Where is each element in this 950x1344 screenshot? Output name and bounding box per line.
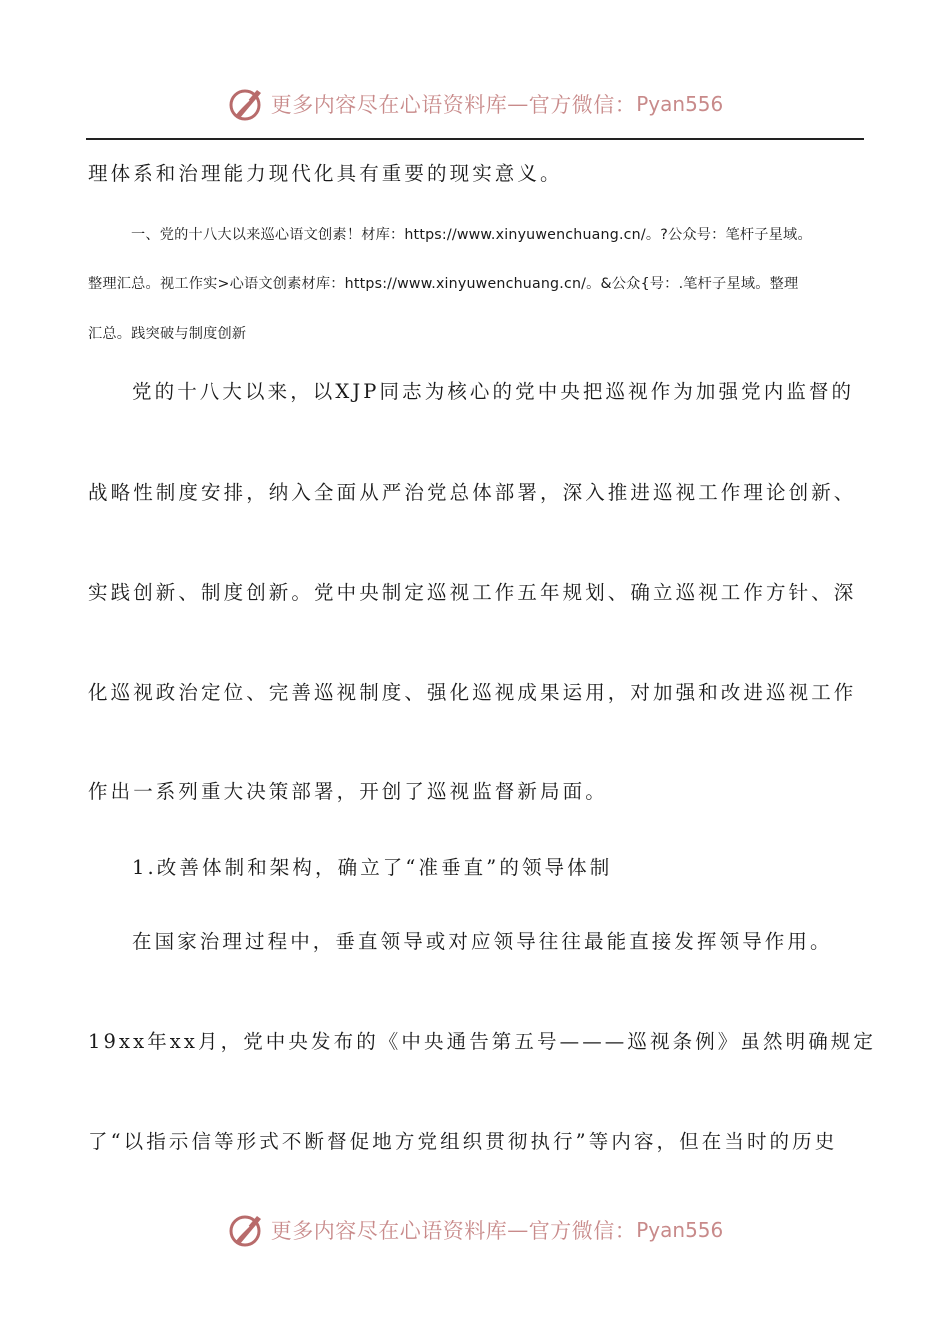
body-line: 作出一系列重大决策部署，开创了巡视监督新局面。: [88, 780, 608, 803]
subheading: 1.改善体制和架构，确立了“准垂直”的领导体制: [132, 856, 613, 879]
body-line: 在国家治理过程中，垂直领导或对应领导往往最能直接发挥领导作用。: [132, 930, 833, 953]
quill-logo-icon: [227, 84, 267, 124]
section-heading-line: 汇总。践突破与制度创新: [88, 326, 247, 342]
banner-wechat-label: 官方微信：: [528, 93, 637, 117]
banner-dash: —: [507, 92, 529, 116]
header-divider: [86, 138, 864, 140]
body-line: 战略性制度安排，纳入全面从严治党总体部署，深入推进巡视工作理论创新、: [88, 481, 857, 504]
body-line: 党的十八大以来，以XJP同志为核心的党中央把巡视作为加强党内监督的: [132, 380, 855, 403]
header-banner: [0, 82, 950, 126]
banner-main-text: 更多内容尽在心语资料库: [270, 93, 508, 117]
body-line: 化巡视政治定位、完善巡视制度、强化巡视成果运用，对加强和改进巡视工作: [88, 681, 857, 704]
body-line: 理体系和治理能力现代化具有重要的现实意义。: [88, 162, 563, 185]
body-line: 实践创新、制度创新。党中央制定巡视工作五年规划、确立巡视工作方针、深: [88, 581, 857, 604]
section-heading-line: 一、党的十八大以来巡心语文创素！材库：https://www.xinyuwenchuang.cn/。?公众号：笔杆子星域。: [131, 227, 812, 243]
body-line: 19xx年xx月，党中央发布的《中央通告第五号———巡视条例》虽然明确规定: [88, 1030, 877, 1053]
quill-logo-icon: [227, 1210, 267, 1250]
banner-wechat-id: Pyan556: [636, 92, 724, 116]
banner-dash: —: [507, 1218, 529, 1242]
banner-wechat-id: Pyan556: [636, 1218, 724, 1242]
footer-banner: [0, 1208, 950, 1252]
section-heading-line: 整理汇总。视工作实>心语文创素材库：https://www.xinyuwenchuang.cn/。&公众{号：.笔杆子星域。整理: [88, 276, 799, 292]
banner-main-text: 更多内容尽在心语资料库: [270, 1219, 508, 1243]
body-line: 了“以指示信等形式不断督促地方党组织贯彻执行”等内容，但在当时的历史: [88, 1130, 838, 1153]
banner-wechat-label: 官方微信：: [528, 1219, 637, 1243]
